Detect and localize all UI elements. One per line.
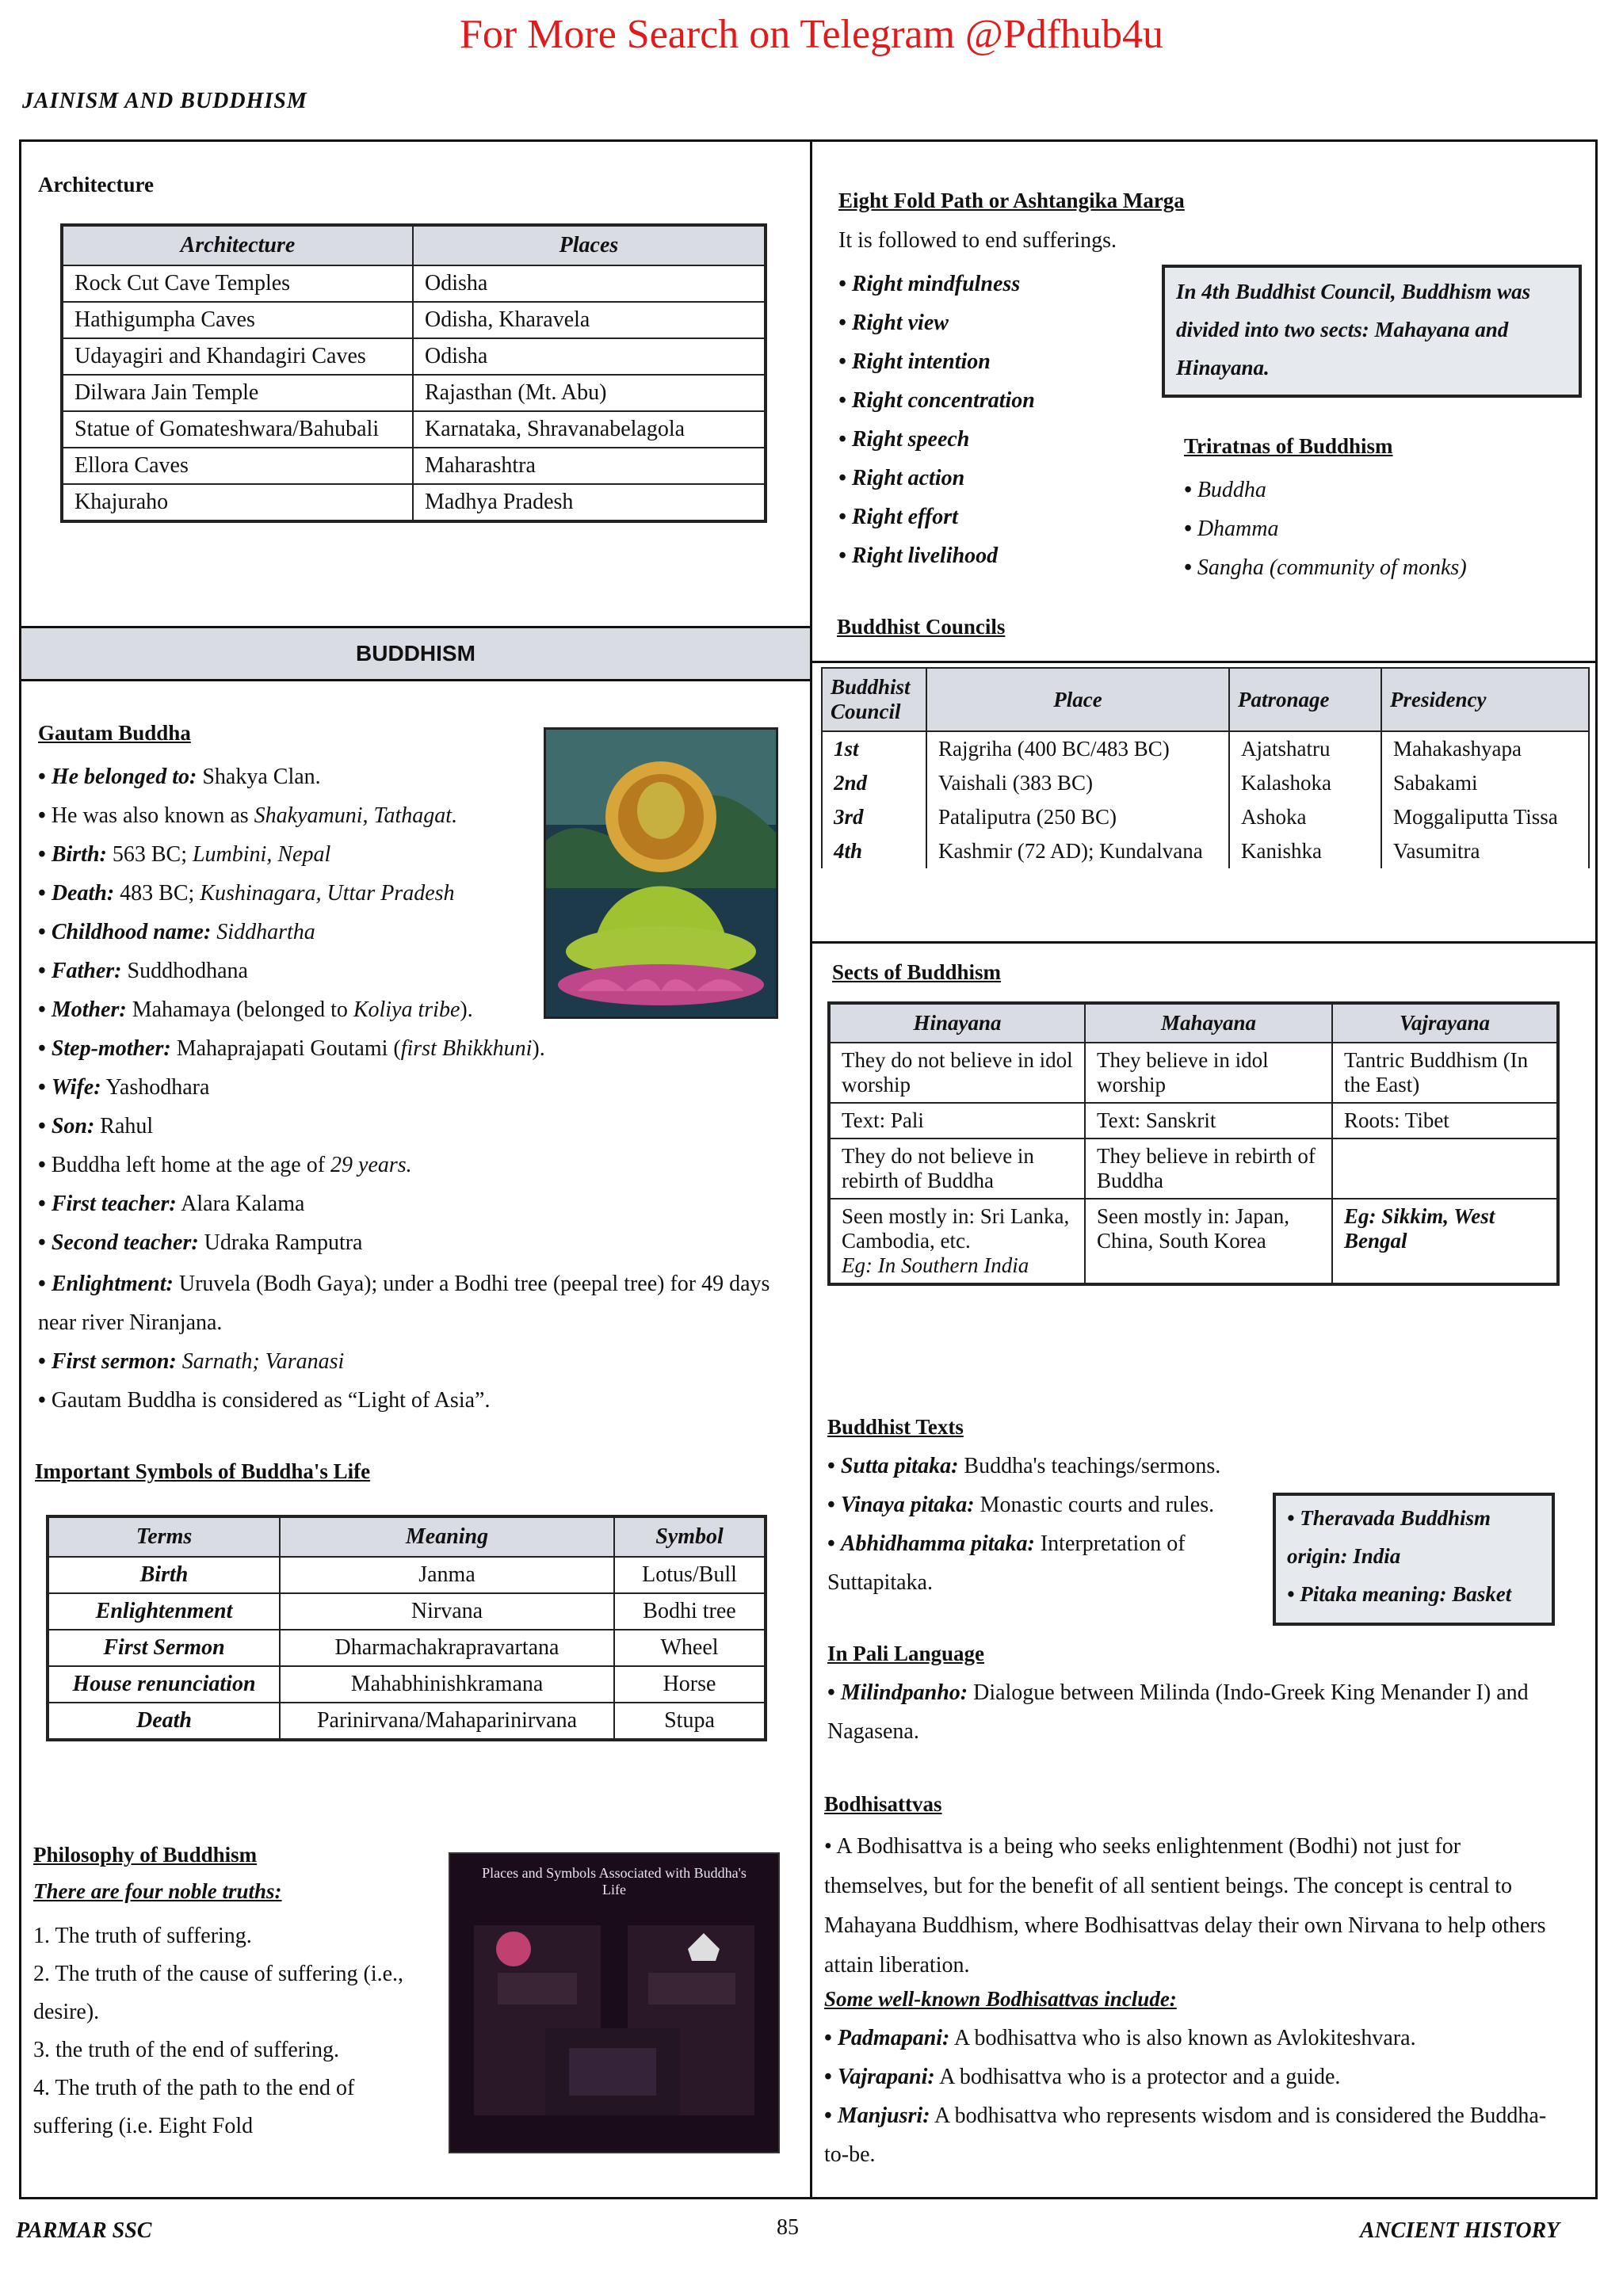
pali-item: [827, 1673, 1556, 1751]
footer-right: ANCIENT HISTORY: [1360, 2218, 1560, 2243]
eightfold-list: [838, 265, 1155, 575]
councils-table: [821, 667, 1590, 868]
gautam-item: [38, 913, 545, 952]
gautam-text: 563 BC;: [106, 842, 193, 867]
gautam-list: [38, 757, 545, 1262]
philosophy-subheading: There are four noble truths:: [33, 1879, 282, 1903]
gautam-text: 483 BC;: [114, 881, 200, 906]
architecture-row-cell: Statue of Gomateshwara/Bahubali: [62, 411, 413, 448]
truth-item: 3. the truth of the end of suffering.: [33, 2038, 339, 2062]
symbol-row-cell: Wheel: [614, 1630, 766, 1666]
footer-left: PARMAR SSC: [16, 2218, 152, 2243]
vajrayana-col-head: Vajrayana: [1332, 1003, 1558, 1043]
eightfold-item: • Right intention: [838, 342, 1155, 381]
pali-heading: In Pali Language: [827, 1642, 985, 1665]
council-col-head: Buddhist Council: [822, 668, 926, 731]
texts-list: [827, 1447, 1255, 1602]
eightfold-item: • Right action: [838, 459, 1155, 498]
councils-rule: [810, 661, 1598, 663]
terms-col-head: Terms: [48, 1516, 280, 1557]
bodhisattva-item: [824, 2096, 1561, 2174]
symbol-row-cell: Dharmachakrapravartana: [280, 1630, 614, 1666]
gautam-tail: ).: [460, 997, 473, 1022]
bodhisattvas-subheading: Some well-known Bodhisattvas include:: [824, 1987, 1177, 2011]
sect-row-cell: Seen mostly in: Sri Lanka, Cambodia, etc. Eg: In Southern India: [829, 1199, 1085, 1284]
enlightment-label: Enlightment:: [51, 1272, 174, 1296]
architecture-row-cell: Maharashtra: [413, 448, 766, 484]
architecture-row-cell: Udayagiri and Khandagiri Caves: [62, 338, 413, 375]
symbol-row-cell: Bodhi tree: [614, 1593, 766, 1630]
bodhisattvas-para-text: A Bodhisattva is a being who seeks enlightenment (Bodhi) not just for themselves, but for the benefit of all sentient beings. The concept is central to Mahayana Buddhism, where Bodhisattvas delay their own Nirvana to help others attain liberation.: [824, 1834, 1546, 1978]
council-row-cell: Vasumitra: [1381, 834, 1589, 868]
council-row-cell: 1st: [822, 731, 926, 766]
council-row-cell: Kanishka: [1229, 834, 1381, 868]
pali-text: Dialogue between Milinda (Indo-Greek King Menander I) and Nagasena.: [827, 1680, 1529, 1744]
symbol-row: [48, 1593, 766, 1630]
symbol-row-cell: House renunciation: [48, 1666, 280, 1703]
place-col-head: Place: [926, 668, 1229, 731]
bodhisattva-label: Vajrapani:: [837, 2065, 935, 2089]
philosophy-heading: Philosophy of Buddhism: [33, 1843, 258, 1867]
places-col-head: Places: [413, 225, 766, 265]
architecture-row: [62, 375, 766, 411]
architecture-row-cell: Rajasthan (Mt. Abu): [413, 375, 766, 411]
gautam-label: He belonged to:: [51, 765, 197, 789]
sect-row-cell: Eg: Sikkim, West Bengal: [1332, 1199, 1558, 1284]
column-divider: [810, 139, 812, 2199]
bodhisattvas-para: • A Bodhisattva is a being who seeks enlightenment (Bodhi) not just for themselves, but for the benefit of all sentient beings. The concept is central to Mahayana Buddhism, where Bodhisattvas delay their own Nirvana to help others attain liberation.: [824, 1834, 1546, 1978]
eightfold-item: • Right view: [838, 303, 1155, 342]
symbol-row-cell: Birth: [48, 1557, 280, 1593]
sect-row-cell: They believe in idol worship: [1085, 1043, 1332, 1103]
council-row-cell: 3rd: [822, 800, 926, 834]
architecture-row-cell: Ellora Caves: [62, 448, 413, 484]
gautam-item: [38, 757, 545, 796]
page-number: 85: [777, 2215, 799, 2240]
sect-row: [829, 1138, 1558, 1199]
truths-list: [33, 1917, 430, 2145]
triratnas-list: [1184, 471, 1580, 587]
presidency-col-head: Presidency: [1381, 668, 1589, 731]
sect-row: [829, 1103, 1558, 1138]
sect-row-cell: Text: Pali: [829, 1103, 1085, 1138]
gautam-tail: ).: [532, 1036, 545, 1061]
triratna-item: • Sangha (community of monks): [1184, 548, 1580, 587]
bodhisattva-item: [824, 2019, 1561, 2058]
council-row: [822, 834, 1589, 868]
enlightment-text: Uruvela (Bodh Gaya); under a Bodhi tree (peepal tree) for 49 days near river Niranjana.: [38, 1272, 770, 1335]
sects-rule: [810, 941, 1598, 944]
council-row-cell: Sabakami: [1381, 766, 1589, 800]
gautam-text: Yashodhara: [101, 1075, 210, 1100]
architecture-row: [62, 302, 766, 338]
council-row-cell: Kashmir (72 AD); Kundalvana: [926, 834, 1229, 868]
gautam-label: Mother:: [51, 997, 127, 1022]
symbol-row-cell: Lotus/Bull: [614, 1557, 766, 1593]
gautam-italic: Shakyamuni, Tathagat.: [254, 803, 458, 828]
symbol-row-cell: Parinirvana/Mahaparinirvana: [280, 1703, 614, 1740]
note-line-1: • Theravada Buddhism origin: India: [1287, 1506, 1491, 1568]
gautam-item: [38, 835, 545, 874]
councils-heading: Buddhist Councils: [837, 615, 1006, 639]
symbol-row-cell: Nirvana: [280, 1593, 614, 1630]
architecture-row-cell: Rock Cut Cave Temples: [62, 265, 413, 302]
gautam-text: Udraka Ramputra: [198, 1230, 363, 1255]
buddha-image: [544, 727, 778, 1019]
gautam-heading: Gautam Buddha: [38, 721, 191, 745]
sect-row-cell: Text: Sanskrit: [1085, 1103, 1332, 1138]
architecture-row: [62, 338, 766, 375]
triratna-item: • Buddha: [1184, 471, 1580, 509]
gautam-label: Death:: [51, 881, 115, 906]
buddhism-band: BUDDHISM: [21, 626, 810, 681]
gautam-label: Second teacher:: [51, 1230, 199, 1255]
council-row: [822, 731, 1589, 766]
gautam-text: Rahul: [94, 1114, 154, 1138]
text-label: Vinaya pitaka:: [840, 1493, 975, 1517]
architecture-col-head: Architecture: [62, 225, 413, 265]
symbols-heading: Important Symbols of Buddha's Life: [35, 1459, 371, 1483]
bodhisattva-text: A bodhisattva who represents wisdom and is considered the Buddha-to-be.: [824, 2103, 1547, 2167]
gautam-label: Son:: [51, 1114, 95, 1138]
theravada-note: [1273, 1493, 1555, 1626]
council-row-cell: Mahakashyapa: [1381, 731, 1589, 766]
symbol-row-cell: Mahabhinishkramana: [280, 1666, 614, 1703]
architecture-row-cell: Hathigumpha Caves: [62, 302, 413, 338]
gautam-italic: 29 years.: [330, 1153, 412, 1177]
architecture-row-cell: Odisha, Kharavela: [413, 302, 766, 338]
eightfold-item: • Right effort: [838, 498, 1155, 536]
text-desc: Buddha's teachings/sermons.: [958, 1454, 1221, 1478]
truth-item: 1. The truth of suffering.: [33, 1924, 252, 1948]
gautam-item: [38, 874, 545, 913]
sects-heading: Sects of Buddhism: [832, 960, 1002, 984]
gautam-text: Mahamaya (belonged to: [126, 997, 353, 1022]
sect-row-cell: Roots: Tibet: [1332, 1103, 1558, 1138]
gautam-italic: Kushinagara, Uttar Pradesh: [200, 881, 455, 906]
architecture-row-cell: Dilwara Jain Temple: [62, 375, 413, 411]
text-item: [827, 1524, 1255, 1602]
sect-row: [829, 1199, 1558, 1284]
gautam-text: Alara Kalama: [176, 1192, 305, 1216]
bodhisattva-text: A bodhisattva who is also known as Avlokiteshvara.: [949, 2026, 1416, 2050]
symbols-table: [46, 1515, 767, 1741]
light-item: • Gautam Buddha is considered as “Light of Asia”.: [38, 1381, 775, 1420]
architecture-row-cell: Khajuraho: [62, 484, 413, 521]
gautam-text: Shakya Clan.: [197, 765, 321, 789]
gautam-italic: Lumbini, Nepal: [192, 842, 331, 867]
symbol-row-cell: Enlightenment: [48, 1593, 280, 1630]
note-line-2: • Pitaka meaning: Basket: [1287, 1582, 1512, 1606]
architecture-row: [62, 484, 766, 521]
symbol-row: [48, 1557, 766, 1593]
council-row-cell: Rajgriha (400 BC/483 BC): [926, 731, 1229, 766]
gautam-text: Mahaprajapati Goutami (: [170, 1036, 401, 1061]
gautam-text: Buddha left home at the age of: [51, 1153, 331, 1177]
mahayana-col-head: Mahayana: [1085, 1003, 1332, 1043]
poster-title: Places and Symbols Associated with Buddha's Life: [482, 1865, 747, 1897]
architecture-row-cell: Madhya Pradesh: [413, 484, 766, 521]
text-label: Sutta pitaka:: [840, 1454, 959, 1478]
eightfold-item: • Right mindfulness: [838, 265, 1155, 303]
gautam-item: [38, 1107, 545, 1146]
truth-item: 4. The truth of the path to the end of suffering (i.e. Eight Fold: [33, 2076, 355, 2138]
council-row-cell: Ashoka: [1229, 800, 1381, 834]
text-label: Abhidhamma pitaka:: [840, 1531, 1035, 1556]
sect-row: [829, 1043, 1558, 1103]
eightfold-heading: Eight Fold Path or Ashtangika Marga: [838, 189, 1185, 212]
eightfold-item: • Right livelihood: [838, 536, 1155, 575]
hinayana-col-head: Hinayana: [829, 1003, 1085, 1043]
architecture-row-cell: Odisha: [413, 265, 766, 302]
sermon-item: [38, 1342, 775, 1381]
bodhisattva-text: A bodhisattva who is a protector and a guide.: [934, 2065, 1341, 2089]
gautam-item: [38, 1223, 545, 1262]
sect-row-cell: They believe in rebirth of Buddha: [1085, 1138, 1332, 1199]
architecture-row: [62, 411, 766, 448]
gautam-tail-list: [38, 1264, 775, 1420]
meaning-col-head: Meaning: [280, 1516, 614, 1557]
truth-item: 2. The truth of the cause of suffering (i.e., desire).: [33, 1962, 404, 2024]
gautam-label: Step-mother:: [51, 1036, 171, 1061]
gautam-label: Childhood name:: [51, 920, 212, 944]
gautam-item: [38, 1068, 545, 1107]
council-row-cell: Ajatshatru: [1229, 731, 1381, 766]
architecture-row: [62, 448, 766, 484]
sermon-label: First sermon:: [51, 1349, 177, 1374]
architecture-table: [60, 223, 767, 523]
symbol-row: [48, 1630, 766, 1666]
patronage-col-head: Patronage: [1229, 668, 1381, 731]
council-row: [822, 800, 1589, 834]
symbol-row: [48, 1703, 766, 1740]
triratnas-heading: Triratnas of Buddhism: [1184, 434, 1393, 458]
gautam-item: [38, 952, 545, 990]
council-row: [822, 766, 1589, 800]
bodhisattva-label: Manjusri:: [837, 2103, 930, 2128]
council-row-cell: Vaishali (383 BC): [926, 766, 1229, 800]
gautam-label: Birth:: [51, 842, 107, 867]
symbol-row-cell: First Sermon: [48, 1630, 280, 1666]
council-row-cell: Kalashoka: [1229, 766, 1381, 800]
eightfold-intro: It is followed to end sufferings.: [838, 228, 1117, 253]
enlightment-item: [38, 1264, 775, 1342]
text-desc: Monastic courts and rules.: [974, 1493, 1215, 1517]
triratna-item: • Dhamma: [1184, 509, 1580, 548]
gautam-label: First teacher:: [51, 1192, 177, 1216]
sects-table: [827, 1001, 1560, 1286]
symbol-row-cell: Death: [48, 1703, 280, 1740]
poster-graphic: [450, 1909, 778, 2147]
council-row-cell: Pataliputra (250 BC): [926, 800, 1229, 834]
symbols-poster: [449, 1852, 780, 2153]
running-head: JAINISM AND BUDDHISM: [22, 89, 307, 113]
sect-row-cell: They do not believe in rebirth of Buddha: [829, 1138, 1085, 1199]
sermon-text: Sarnath; Varanasi: [176, 1349, 345, 1374]
gautam-item: [38, 990, 545, 1029]
council-row-cell: 2nd: [822, 766, 926, 800]
gautam-text: Suddhodhana: [121, 959, 248, 983]
gautam-item: [38, 1146, 545, 1184]
sect-row-cell: Seen mostly in: Japan, China, South Korea: [1085, 1199, 1332, 1284]
architecture-heading: Architecture: [38, 173, 154, 196]
gautam-item: [38, 1029, 545, 1068]
architecture-row-cell: Odisha: [413, 338, 766, 375]
symbol-row-cell: Janma: [280, 1557, 614, 1593]
gautam-item: [38, 1184, 545, 1223]
bodhisattvas-list: [824, 2019, 1561, 2174]
gautam-label: Father:: [51, 959, 122, 983]
bodhisattva-item: [824, 2058, 1561, 2096]
symbol-row: [48, 1666, 766, 1703]
bodhisattva-label: Padmapani:: [837, 2026, 950, 2050]
sect-row-cell: [1332, 1138, 1558, 1199]
texts-heading: Buddhist Texts: [827, 1415, 964, 1439]
sect-row-cell: They do not believe in idol worship: [829, 1043, 1085, 1103]
hinayana-eg: Eg: In Southern India: [842, 1253, 1029, 1277]
symbol-row-cell: Horse: [614, 1666, 766, 1703]
text-item: [827, 1486, 1255, 1524]
symbol-row-cell: Stupa: [614, 1703, 766, 1740]
council-row-cell: Moggaliputta Tissa: [1381, 800, 1589, 834]
gautam-text: He was also known as: [51, 803, 254, 828]
council-note: In 4th Buddhist Council, Buddhism was divided into two sects: Mahayana and Hinayana.: [1162, 265, 1582, 398]
gautam-italic: Koliya tribe: [353, 997, 460, 1022]
text-desc: Interpretation of Suttapitaka.: [827, 1531, 1186, 1595]
sect-row-cell: Tantric Buddhism (In the East): [1332, 1043, 1558, 1103]
gautam-label: Wife:: [51, 1075, 101, 1100]
pali-label: Milindpanho:: [840, 1680, 968, 1705]
promo-banner: For More Search on Telegram @Pdfhub4u: [459, 12, 1164, 57]
council-row-cell: 4th: [822, 834, 926, 868]
architecture-row: [62, 265, 766, 302]
architecture-row-cell: Karnataka, Shravanabelagola: [413, 411, 766, 448]
eightfold-item: • Right speech: [838, 420, 1155, 459]
gautam-item: [38, 796, 545, 835]
eightfold-item: • Right concentration: [838, 381, 1155, 420]
gautam-italic: first Bhikkhuni: [400, 1036, 533, 1061]
text-item: [827, 1447, 1255, 1486]
gautam-italic: Siddhartha: [216, 920, 315, 944]
symbol-col-head: Symbol: [614, 1516, 766, 1557]
bodhisattvas-heading: Bodhisattvas: [824, 1792, 942, 1816]
